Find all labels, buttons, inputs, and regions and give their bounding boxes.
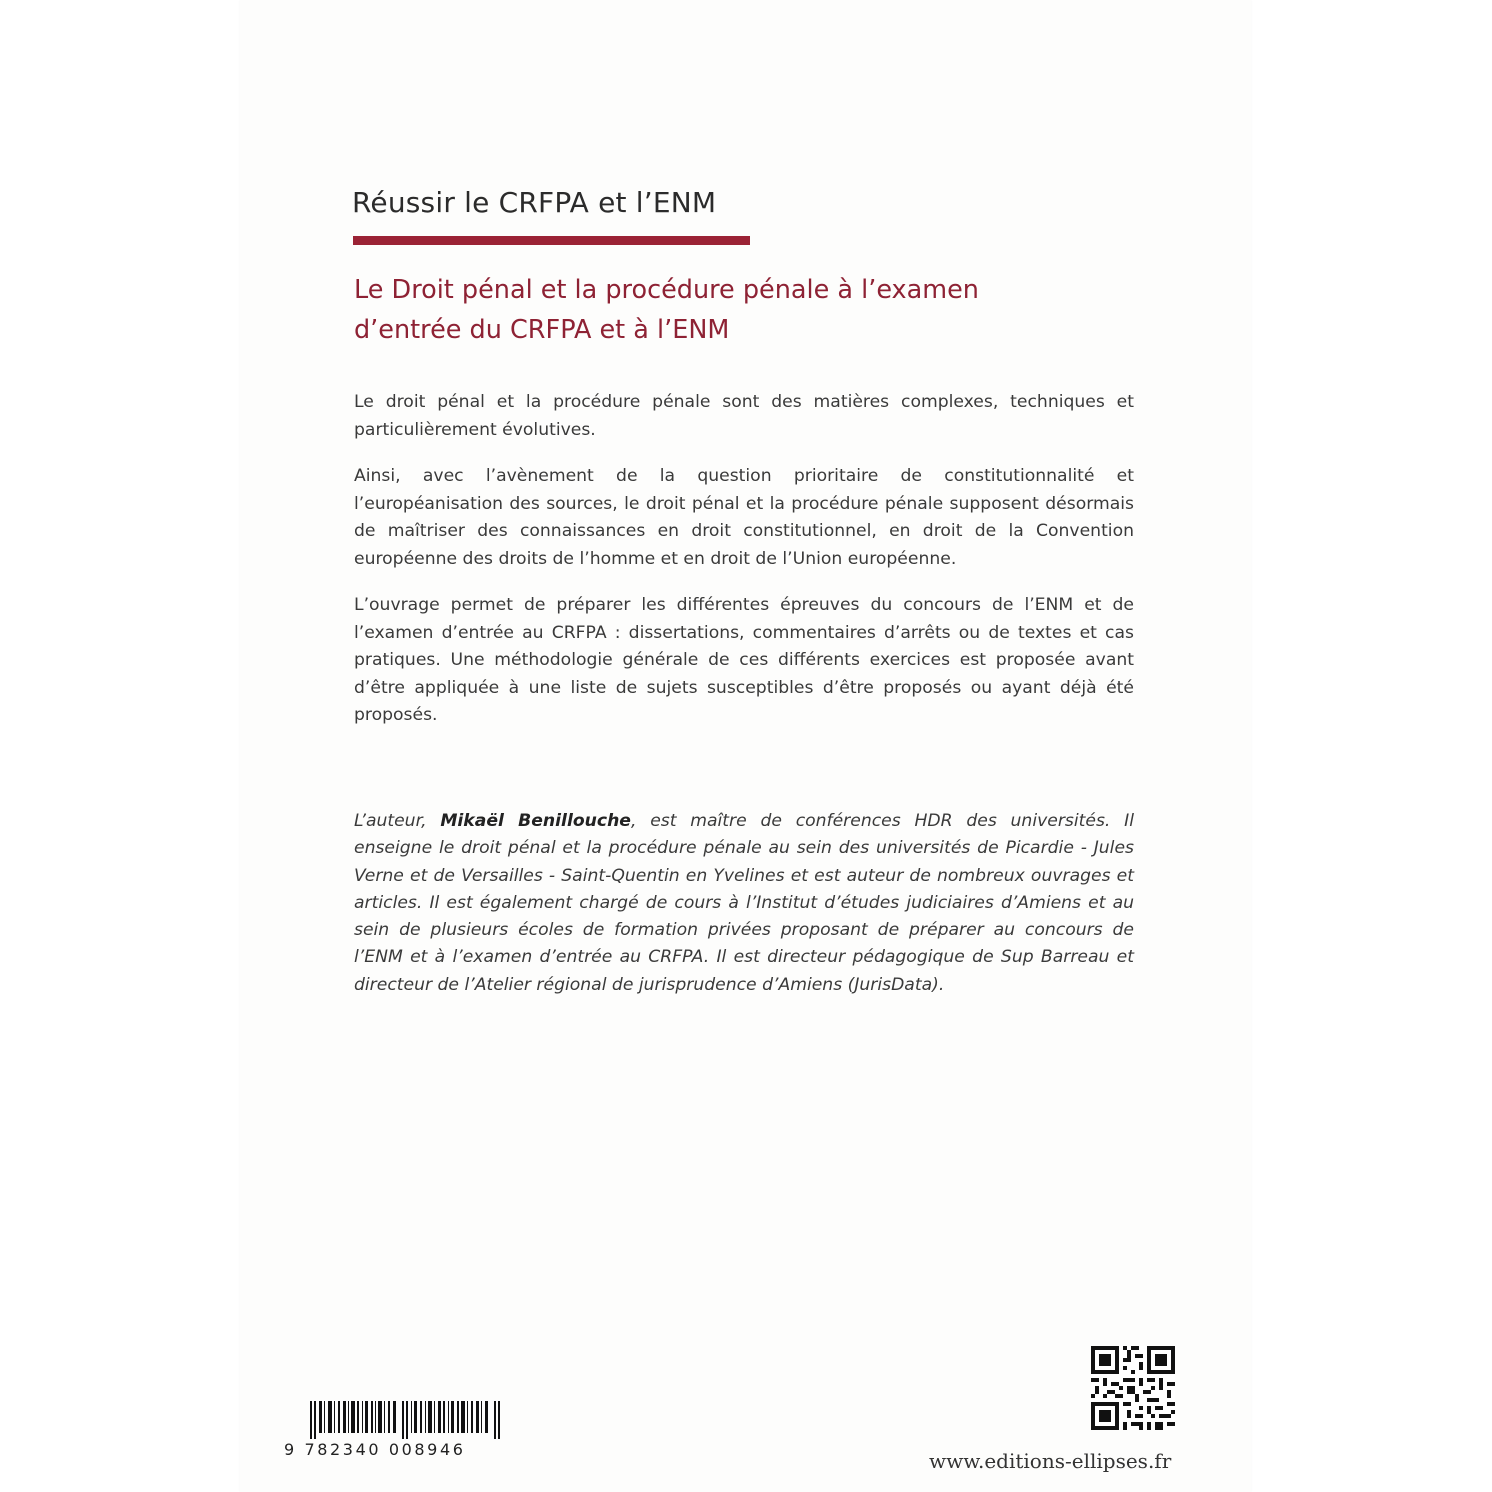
description [354, 389, 1134, 749]
series-underline [353, 236, 750, 245]
description-paragraph-2: Ainsi, avec l’avènement de la question prioritaire de constitutionnalité et l’européanisation des sources, le droit pénal et la procédure pénale supposent désormais de maîtriser des connaissances en droit constitutionnel, en droit de la Convention européenne des droits de l’homme et en droit de l’Union européenne. [354, 466, 1134, 569]
book-title-line-2: d’entrée du CRFPA et à l’ENM [354, 315, 730, 345]
book-title-line-1: Le Droit pénal et la procédure pénale à l’examen [354, 275, 979, 305]
qr-code-icon [1091, 1346, 1175, 1430]
description-paragraph-1: Le droit pénal et la procédure pénale sont des matières complexes, techniques et particulièrement évolutives. [354, 392, 1134, 440]
author-bio [354, 808, 1134, 999]
publisher-website: www.editions-ellipses.fr [929, 1449, 1172, 1473]
isbn-number: 9 782340 008946 [284, 1440, 466, 1459]
series-title: Réussir le CRFPA et l’ENM [352, 186, 717, 219]
description-paragraph-3: L’ouvrage permet de préparer les différentes épreuves du concours de l’ENM et de l’examen d’entrée au CRFPA : dissertations, commentaires d’arrêts ou de textes et cas pratiques. Une méthodologie générale de ces différents exercices est proposée avant d’être appliquée à une liste de sujets susceptibles d’être proposés ou ayant déjà été proposés. [354, 595, 1134, 725]
barcode-icon [310, 1401, 504, 1439]
author-name: Mikaël Benillouche [440, 811, 631, 831]
author-bio-text: , est maître de conférences HDR des universités. Il enseigne le droit pénal et la procédure pénale au sein des universités de Picardie - Jules Verne et de Versailles - Saint-Quentin en Yvelines et est auteur de nombreux ouvrages et articles. Il est également chargé de cours à l’Institut d’études judiciaires d’Amiens et au sein de plusieurs écoles de formation privées proposant de préparer au concours de l’ENM et à l’examen d’entrée au CRFPA. Il est directeur pédagogique de Sup Barreau et directeur de l’Atelier régional de jurisprudence d’Amiens (JurisData). [354, 811, 1134, 995]
author-bio-prefix: L’auteur, [354, 811, 441, 831]
book-title [354, 270, 1114, 350]
